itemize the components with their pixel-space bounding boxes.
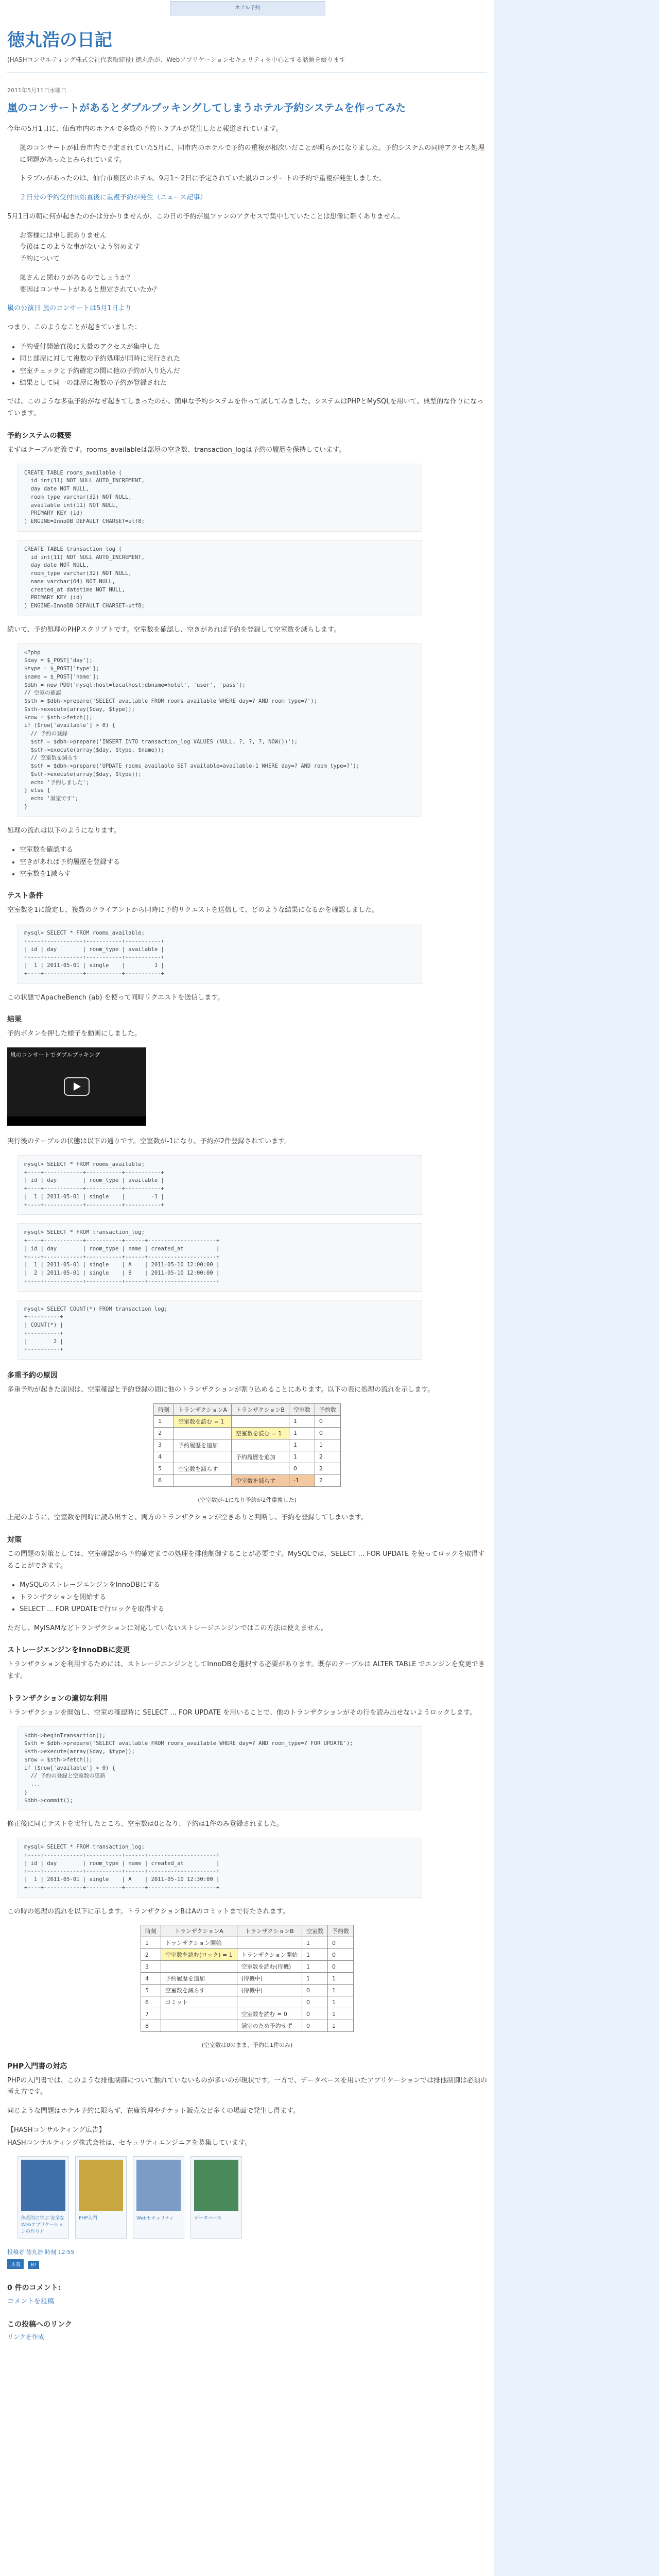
book-cover <box>194 2160 238 2211</box>
book-item[interactable] <box>133 2156 184 2239</box>
quote-line: 要因はコンサートがあると想定されていたか？ <box>20 285 161 294</box>
list-item: • 予約受付開始直後に大量のアクセスが集中した <box>20 341 487 353</box>
table-cell: 0 <box>327 1949 353 1961</box>
code-block: mysql> SELECT COUNT(*) FROM transaction_log; +----------+ | COUNT(*) | +----------+ | 2 | +----------+ <box>18 1300 422 1360</box>
book-list <box>18 2156 487 2239</box>
column-header: トランザクションB <box>231 1403 289 1415</box>
bookmark-button[interactable]: B! <box>28 2261 40 2269</box>
table-cell: 5 <box>141 1985 161 1996</box>
table-row <box>141 1996 354 2008</box>
paragraph: 5月1日の朝に何が起きたのかは分かりませんが、この日の予約が嵐ファンのアクセスで集中していたことは想像に難くありません。 <box>7 212 404 221</box>
paragraph: 同じような問題はホテル予約に限らず、在庫管理やチケット販売など多くの場面で発生し得ます。 <box>7 2107 300 2115</box>
book-title: 体系的に学ぶ 安全なWebアプリケーションの作り方 <box>21 2216 64 2235</box>
post-title[interactable]: 嵐のコンサートがあるとダブルブッキングしてしまうホテル予約システムを作ってみた <box>7 101 406 114</box>
table-header-row <box>141 1925 354 1937</box>
code-block: <?php $day = $_POST['day']; $type = $_POST['type']; $name = $_POST['name']; $dbh = new PDO('mysql:host=localhost;dbname=hotel', 'user', 'pass'); // 空室の確認 $sth = $dbh->prepare('SELECT available FROM rooms_available WHERE day=? AND room_type=?'); $sth->execute(array($day, $type)); $row = $sth->fetch(); if ($row['available'] > 0) { // 予約の登録 $sth = $dbh->prepare('INSERT INTO transaction_log VALUES (NULL, ?, ?, ?, NOW())'); $sth->execute(array($day, $type, $name)); // 空室数を減らす $sth = $dbh->prepare('UPDATE rooms_available SET available=available-1 WHERE day=? AND room_type=?'); $sth->execute(array($day, $type)); echo '予約しました'; } else { echo '満室です'; } <box>18 643 422 817</box>
table-cell: 7 <box>141 2008 161 2020</box>
post-footer <box>7 2248 487 2269</box>
share-button[interactable]: 共有 <box>7 2259 24 2269</box>
blockquote <box>13 143 487 204</box>
table-cell <box>161 2008 237 2020</box>
table-row <box>154 1451 341 1463</box>
list-item: • 空室数を確認する <box>20 844 487 856</box>
column-header: 時刻 <box>141 1925 161 1937</box>
table-cell: 1 <box>327 1973 353 1985</box>
section-heading: トランザクションの適切な利用 <box>7 1694 108 1703</box>
table-cell: 6 <box>154 1475 174 1486</box>
table-cell: 1 <box>302 1949 327 1961</box>
table-row <box>141 1937 354 1949</box>
reference-link[interactable]: ２日分の予約受付開始直後に重複予約が発生（ニュース記事） <box>20 194 207 201</box>
book-item[interactable] <box>18 2156 69 2239</box>
list-item: • 空室チェックと予約確定の間に他の予約が入り込んだ <box>20 365 487 377</box>
table-row <box>141 2008 354 2020</box>
table-cell: 空室数を減らす <box>174 1463 232 1475</box>
paragraph: この状態でApacheBench (ab) を使って同時リクエストを送信します。 <box>7 993 224 1002</box>
table-cell: 1 <box>302 1961 327 1973</box>
bullet-list <box>7 341 487 389</box>
paragraph: この時の処理の流れを以下に示します。トランザクションBはAのコミットまで待たされます。 <box>7 1907 289 1916</box>
column-header: トランザクションA <box>174 1403 232 1415</box>
table-caption: (空室数は0のまま、予約は1件のみ) <box>201 2042 293 2049</box>
list-item: • トランザクションを開始する <box>20 1591 487 1603</box>
table-cell: 空室数を減らす <box>231 1475 289 1486</box>
table-cell: 0 <box>289 1463 315 1475</box>
table-cell: 5 <box>154 1463 174 1475</box>
ad-heading: 【HASHコンサルティング広告】 <box>7 2126 106 2134</box>
table-cell: (待機中) <box>237 1973 302 1985</box>
table-cell: コミット <box>161 1996 237 2008</box>
table-cell: トランザクション開始 <box>161 1937 237 1949</box>
table-cell: 8 <box>141 2020 161 2032</box>
list-item: • SELECT ... FOR UPDATEで行ロックを取得する <box>20 1603 487 1615</box>
sequence-table-fixed <box>141 1925 354 2032</box>
paragraph: 上記のように、空室数を同時に読み出すと、両方のトランザクションが空きありと判断し、予約を登録してしまいます。 <box>7 1514 368 1522</box>
table-cell <box>231 1415 289 1427</box>
column-header: 空室数 <box>302 1925 327 1937</box>
table-cell <box>161 1961 237 1973</box>
table-cell: 3 <box>141 1961 161 1973</box>
paragraph: では、このような多重予約がなぜ起きてしまったのか、簡単な予約システムを作って試してみました。システムはPHPとMySQLを用いて、典型的な作りになっています。 <box>7 398 484 418</box>
code-block: $dbh->beginTransaction(); $sth = $dbh->prepare('SELECT available FROM rooms_available WHERE day=? AND room_type=? FOR UPDATE'); $sth->execute(array($day, $type)); $row = $sth->fetch(); if ($row['available'] > 0) { // 予約の登録と空室数の更新 ... } $dbh->commit(); <box>18 1726 422 1811</box>
section-heading: 結果 <box>7 1015 22 1024</box>
bullet-list <box>7 1579 487 1615</box>
table-cell: 1 <box>327 2008 353 2020</box>
table-cell: 0 <box>302 1996 327 2008</box>
section-heading: 多重予約の原因 <box>7 1371 58 1380</box>
code-block: mysql> SELECT * FROM transaction_log; +----+------------+-----------+------+---------------------+ | id | day | room_type | name | created_at | +----+------------+-----------+------+---------------------+ | 1 | 2011-05-01 | single | A | 2011-05-10 12:30:00 | +----+------------+-----------+------+---------------------+ <box>18 1838 422 1898</box>
paragraph: 修正後に同じテストを実行したところ、空室数は0となり、予約は1件のみ登録されました。 <box>7 1820 284 1828</box>
table-cell: 1 <box>327 2020 353 2032</box>
sidebar-background <box>494 0 659 2576</box>
table-cell <box>231 1439 289 1451</box>
video-title: 嵐のコンサートでダブルブッキング <box>10 1052 100 1059</box>
table-cell <box>161 2020 237 2032</box>
table-cell: 空室数を読む = 1 <box>174 1415 232 1427</box>
table-cell: 1 <box>289 1415 315 1427</box>
column-header: 空室数 <box>289 1403 315 1415</box>
book-title: データベース <box>194 2216 222 2222</box>
quote-text: 嵐のコンサートが仙台市内で予定されていた5月に、同市内のホテルで予約の重複が相次いだことが明らかになりました。予約システムの同時アクセス処理に問題があったとみられています。 <box>20 144 484 164</box>
paragraph: トランザクションを開始し、空室の確認時に SELECT ... FOR UPDATE を用いることで、他のトランザクションがその行を読み出せないようロックします。 <box>7 1708 476 1717</box>
table-header-row <box>154 1403 341 1415</box>
code-block: CREATE TABLE transaction_log ( id int(11) NOT NULL AUTO_INCREMENT, day date NOT NULL, room_type varchar(32) NOT NULL, name varchar(64) NOT NULL, created_at datetime NOT NULL, PRIMARY KEY (id) ) ENGINE=InnoDB DEFAULT CHARSET=utf8; <box>18 540 422 616</box>
table-cell: 6 <box>141 1996 161 2008</box>
paragraph: 続いて、予約処理のPHPスクリプトです。空室数を確認し、空きがあれば予約を登録して空室数を減らします。 <box>7 625 341 634</box>
section-heading: テスト条件 <box>7 892 43 901</box>
section-heading: 対策 <box>7 1535 22 1544</box>
post-date: 2011年5月11日水曜日 <box>7 87 66 94</box>
table-cell: 予約履歴を追加 <box>174 1439 232 1451</box>
table-cell <box>237 1937 302 1949</box>
table-cell: -1 <box>289 1475 315 1486</box>
table-cell: 空室数を読む(待機) <box>237 1961 302 1973</box>
quote-line: 予約について <box>20 255 60 263</box>
table-cell: 空室数を読む = 0 <box>237 2008 302 2020</box>
blockquote <box>13 273 487 296</box>
table-row <box>141 2020 354 2032</box>
table-cell: 0 <box>327 1961 353 1973</box>
list-item: • 空きがあれば予約履歴を登録する <box>20 856 487 868</box>
table-cell: 1 <box>302 1937 327 1949</box>
column-header: 時刻 <box>154 1403 174 1415</box>
blog-title[interactable]: 徳丸浩の日記 <box>7 30 112 50</box>
table-cell <box>174 1475 232 1486</box>
paragraph: 実行後のテーブルの状態は以下の通りです。空室数が-1になり、予約が2件登録されています。 <box>7 1138 291 1146</box>
quote-line: お客様には申し訳ありません <box>20 231 107 240</box>
post-comment-link[interactable]: コメントを投稿 <box>7 2298 55 2306</box>
table-cell: 空室数を読む(ロック) = 1 <box>161 1949 237 1961</box>
table-cell: 3 <box>154 1439 174 1451</box>
table-cell: 0 <box>327 1937 353 1949</box>
section-heading: ストレージエンジンをInnoDBに変更 <box>7 1646 130 1655</box>
table-cell: 0 <box>302 1985 327 1996</box>
table-row <box>154 1415 341 1427</box>
table-cell: 4 <box>154 1451 174 1463</box>
book-item[interactable] <box>75 2156 127 2239</box>
table-cell: 1 <box>154 1415 174 1427</box>
video-player[interactable] <box>7 1047 146 1126</box>
table-cell: 1 <box>315 1439 340 1451</box>
blog-description: (HASHコンサルティング株式会社代表取締役) 徳丸浩が、Webアプリケーションセキュリティを中心とする話題を綴ります <box>7 55 487 73</box>
table-cell: 1 <box>289 1427 315 1439</box>
column-header: 予約数 <box>315 1403 340 1415</box>
table-cell: 1 <box>289 1451 315 1463</box>
table-row <box>154 1427 341 1439</box>
paragraph: この問題の対策としては、空室確認から予約確定までの処理を排他制御することが必要です。MySQLでは、SELECT ... FOR UPDATE を使ってロックを取得することができます。 <box>7 1550 485 1570</box>
paragraph: 多重予約が起きた原因は、空室確認と予約登録の間に他のトランザクションが割り込めることにあります。以下の表に処理の流れを示します。 <box>7 1386 435 1394</box>
table-cell: 2 <box>141 1949 161 1961</box>
table-cell: 1 <box>302 1973 327 1985</box>
paragraph: ただし、MyISAMなどトランザクションに対応していないストレージエンジンではこの方法は使えません。 <box>7 1624 328 1632</box>
table-cell <box>174 1451 232 1463</box>
column-header: 予約数 <box>327 1925 353 1937</box>
table-cell <box>237 1996 302 2008</box>
table-cell: 1 <box>289 1439 315 1451</box>
table-cell <box>231 1463 289 1475</box>
table-cell: (待機中) <box>237 1985 302 1996</box>
list-item: • 結果として同一の部屋に複数の予約が登録された <box>20 377 487 389</box>
main-column <box>0 16 494 2576</box>
table-cell: 2 <box>315 1451 340 1463</box>
paragraph: 今年の5月1日に、仙台市内のホテルで多数の予約トラブルが発生したと報道されています。 <box>7 125 283 133</box>
comments-heading: 0 件のコメント: <box>7 2284 61 2293</box>
paragraph: まずはテーブル定義です。rooms_availableは部屋の空き数、transaction_logは予約の履歴を保持しています。 <box>7 446 346 454</box>
backlinks-heading: この投稿へのリンク <box>7 2320 72 2329</box>
blockquote <box>13 230 487 265</box>
paragraph: トランザクションを利用するためには、ストレージエンジンとしてInnoDBを選択する必要があります。既存のテーブルは ALTER TABLE でエンジンを変更できます。 <box>7 1660 485 1681</box>
column-header: トランザクションA <box>161 1925 237 1937</box>
code-block: mysql> SELECT * FROM rooms_available; +----+------------+-----------+-----------+ | id | day | room_type | available | +----+------------+-----------+-----------+ | 1 | 2011-05-01 | single | 1 | +----+------------+-----------+-----------+ <box>18 924 422 984</box>
paragraph: PHPの入門書では、このような排他制御について触れていないものが多いのが現状です。一方で、データベースを用いたアプリケーションでは排他制御は必須の考え方です。 <box>7 2076 487 2096</box>
table-row <box>154 1475 341 1486</box>
book-cover <box>21 2160 65 2211</box>
paragraph: 空室数を1に設定し、複数のクライアントから同時に予約リクエストを送信して、どのような結果になるかを確認しました。 <box>7 906 379 914</box>
book-title: PHP入門 <box>79 2216 97 2222</box>
table-cell: 2 <box>315 1475 340 1486</box>
play-icon[interactable] <box>64 1077 90 1096</box>
sequence-table <box>153 1403 341 1487</box>
column-header: トランザクションB <box>237 1925 302 1937</box>
table-row <box>154 1463 341 1475</box>
paragraph: 処理の流れは以下のようになります。 <box>7 826 120 835</box>
code-block: CREATE TABLE rooms_available ( id int(11) NOT NULL AUTO_INCREMENT, day date NOT NULL, room_type varchar(32) NOT NULL, available int(11) NOT NULL, PRIMARY KEY (id) ) ENGINE=InnoDB DEFAULT CHARSET=utf8; <box>18 464 422 532</box>
table-cell: 1 <box>141 1937 161 1949</box>
top-banner-ad[interactable]: ホテル予約 <box>170 1 325 15</box>
table-cell: 空室数を減らす <box>161 1985 237 1996</box>
bullet-list <box>7 844 487 880</box>
table-cell: 0 <box>315 1415 340 1427</box>
quote-line: 嵐さんと関わりがあるのでしょうか？ <box>20 274 134 282</box>
code-block: mysql> SELECT * FROM transaction_log; +----+------------+-----------+------+---------------------+ | id | day | room_type | name | created_at | +----+------------+-----------+------+---------------------+ | 1 | 2011-05-01 | single | A | 2011-05-10 12:00:00 | | 2 | 2011-05-01 | single | B | 2011-05-10 12:00:00 | +----+------------+-----------+------+---------------------+ <box>18 1223 422 1291</box>
book-cover <box>79 2160 123 2211</box>
quote-line: 今後はこのような事がないよう努めます <box>20 243 141 251</box>
code-block: mysql> SELECT * FROM rooms_available; +----+------------+-----------+-----------+ | id | day | room_type | available | +----+------------+-----------+-----------+ | 1 | 2011-05-01 | single | -1 | +----+------------+-----------+-----------+ <box>18 1155 422 1215</box>
table-cell: 予約履歴を追加 <box>231 1451 289 1463</box>
table-cell: 4 <box>141 1973 161 1985</box>
book-title: Webセキュリティ <box>136 2216 174 2222</box>
table-cell: 0 <box>315 1427 340 1439</box>
section-heading: PHP入門書の対応 <box>7 2062 67 2071</box>
table-cell: トランザクション開始 <box>237 1949 302 1961</box>
paragraph: 予約ボタンを押した様子を動画にしました。 <box>7 1030 142 1038</box>
table-row <box>141 1985 354 1996</box>
top-bar <box>0 0 494 17</box>
table-cell: 予約履歴を追加 <box>161 1973 237 1985</box>
table-row <box>141 1961 354 1973</box>
table-cell <box>174 1427 232 1439</box>
ad-text: HASHコンサルティング株式会社は、セキュリティエンジニアを募集しています。 <box>7 2139 252 2147</box>
table-cell: 満室のため予約せず <box>237 2020 302 2032</box>
table-row <box>141 1973 354 1985</box>
table-cell: 2 <box>315 1463 340 1475</box>
quote-text: トラブルがあったのは、仙台市泉区のホテル。9月1〜2日に予定されていた嵐のコンサートの予約で重複が発生しました。 <box>20 175 386 183</box>
book-cover <box>136 2160 181 2211</box>
create-link[interactable]: リンクを作成 <box>7 2333 44 2341</box>
table-row <box>154 1439 341 1451</box>
book-item[interactable] <box>190 2156 242 2239</box>
list-item: • 空室数を1減らす <box>20 868 487 880</box>
posted-by[interactable]: 投稿者 徳丸浩 時刻 12:55 <box>7 2249 75 2256</box>
section-heading: 予約システムの概要 <box>7 431 72 440</box>
list-item: • MySQLのストレージエンジンをInnoDBにする <box>20 1579 487 1591</box>
table-cell: 1 <box>327 1996 353 2008</box>
table-cell: 空室数を読む = 1 <box>231 1427 289 1439</box>
table-cell: 1 <box>327 1985 353 1996</box>
table-caption: (空室数が-1になり予約が2件重複した) <box>198 1496 297 1503</box>
video-controls[interactable] <box>7 1116 146 1126</box>
source-link[interactable]: 嵐の公演日 嵐のコンサートは5月1日より <box>7 304 132 313</box>
paragraph: つまり、このようなことが起きていました： <box>7 324 142 331</box>
table-cell: 2 <box>154 1427 174 1439</box>
table-cell: 0 <box>302 2020 327 2032</box>
table-row <box>141 1949 354 1961</box>
table-cell: 0 <box>302 2008 327 2020</box>
list-item: • 同じ部屋に対して複数の予約処理が同時に実行された <box>20 353 487 365</box>
